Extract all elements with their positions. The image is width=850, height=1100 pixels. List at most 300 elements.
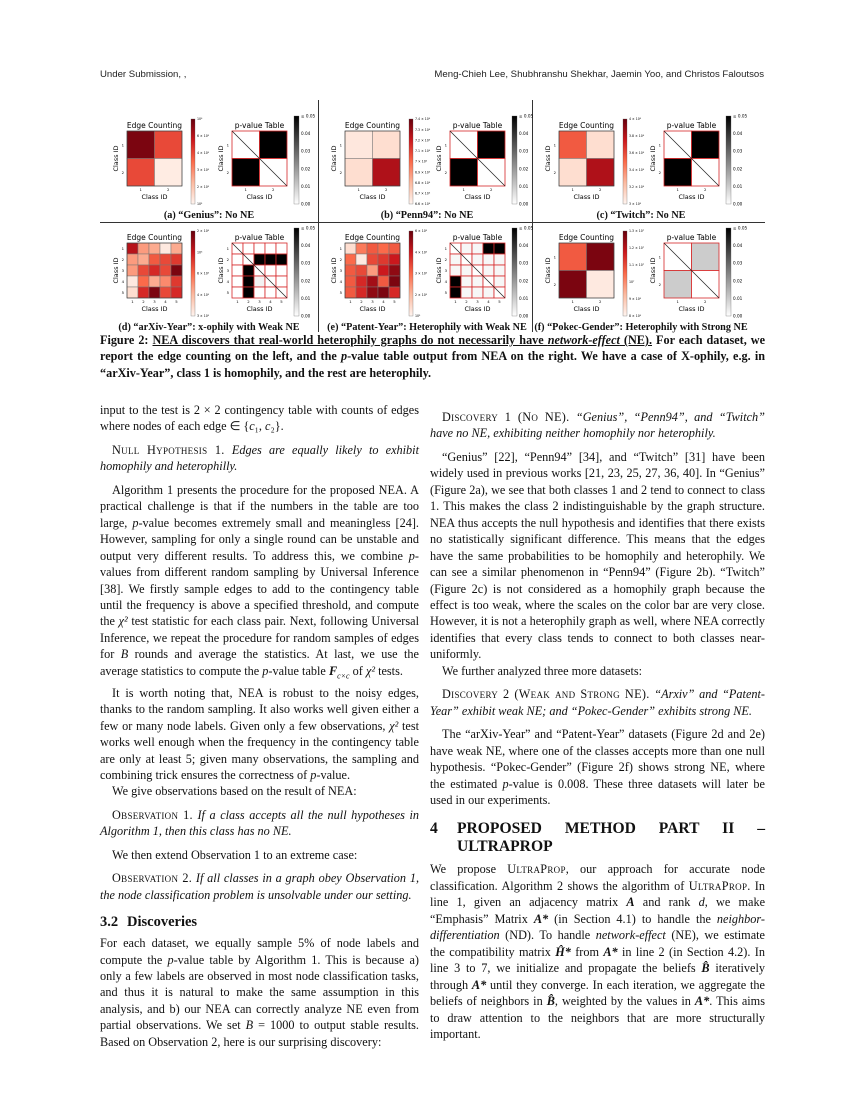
colorbar-tick-label: ≥ 0.05 (733, 114, 748, 119)
text-run: input to the test is 2 × 2 contingency table with counts of edges where nodes of each edge ∈ { (100, 403, 419, 434)
x-axis-label: Class ID (678, 305, 705, 313)
y-tick-label: 1 (444, 142, 447, 148)
x-axis-label: Class ID (464, 193, 491, 201)
pvalue-colorbar (294, 116, 299, 204)
pvalue-cell (232, 159, 260, 187)
heatmap-cell (356, 287, 367, 298)
panel-plot (320, 114, 534, 214)
heatmap-cell (160, 265, 171, 276)
colorbar-tick-label: 4 × 10⁵ (415, 250, 428, 255)
heatmap-title: Edge Counting (558, 233, 615, 242)
edge-colorbar (409, 119, 413, 204)
y-tick-label: 2 (226, 169, 229, 175)
paragraph (100, 685, 419, 784)
colorbar-tick-label: 0.03 (733, 148, 743, 154)
heatmap-cell (367, 276, 378, 287)
pvalue-cell (472, 243, 483, 254)
colorbar-tick-label: 0.04 (733, 243, 743, 249)
pvalue-colorbar (512, 228, 517, 316)
text-run: We propose (430, 862, 508, 877)
y-axis-label: Class ID (217, 145, 225, 172)
colorbar-tick-label: 6.6 × 10⁶ (415, 202, 431, 207)
heatmap-cell (378, 287, 389, 298)
y-tick-label: 2 (444, 257, 447, 262)
pvalue-cell (260, 131, 288, 159)
colorbar-tick-label: 0.03 (519, 148, 529, 154)
x-axis-label: Class ID (246, 193, 273, 201)
pvalue-cell (276, 243, 287, 254)
paragraph (430, 449, 765, 663)
text-run: network-effect (547, 333, 620, 347)
heatmap-cell (138, 287, 149, 298)
x-tick-label: 3 (153, 299, 156, 304)
x-tick-label: 2 (247, 299, 250, 304)
running-header-authors: Meng-Chieh Lee, Shubhranshu Shekhar, Jaemin Yoo, and Christos Faloutsos (434, 69, 764, 80)
pvalue-colorbar (294, 228, 299, 316)
y-tick-label: 4 (121, 279, 124, 284)
colorbar-tick-label: 4 × 10⁵ (197, 151, 210, 156)
x-axis-label: Class ID (141, 193, 168, 201)
y-tick-label: 5 (226, 290, 229, 295)
colorbar-tick-label: 8 × 10⁶ (629, 314, 642, 319)
y-tick-label: 2 (658, 281, 661, 287)
text-run: -value table by Algorithm 1. This is because a) only a few labels are observed in most node classification tasks, and thus it is natural to make the same assumption in this analysis, and b) our NEA can correctly analyze NE even from partial observations. We set (100, 952, 419, 1033)
pvalue-title: p-value Table (666, 121, 717, 130)
pvalue-cell (494, 254, 505, 265)
pvalue-colorbar (726, 228, 731, 316)
pvalue-cell (692, 131, 720, 159)
heatmap-cell (373, 159, 401, 187)
text-run: -values from different random sampling by Universal Inference [38]. We firstly sample edges to add to the contingency table until the frequency is above a specified threshold, and compute the (100, 548, 419, 629)
heatmap-cell (345, 243, 356, 254)
text-run: B̂ (546, 994, 555, 1009)
heatmap-cell (378, 265, 389, 276)
theorem-label: Null Hypothesis 1. (112, 442, 225, 457)
panel-plot (320, 226, 534, 326)
pvalue-cell (461, 265, 472, 276)
x-axis-label: Class ID (141, 305, 168, 313)
heatmap-cell (127, 159, 155, 187)
theorem-statement (430, 686, 765, 719)
theorem-label: UltraProp (688, 878, 748, 893)
text-run: For each dataset, we report the edge counting on the left, and the (100, 333, 765, 364)
x-tick-label: 2 (599, 299, 602, 304)
x-tick-label: 2 (490, 187, 493, 192)
colorbar-tick-label: 7.3 × 10⁶ (415, 127, 431, 132)
heatmap-cell (138, 276, 149, 287)
heatmap-cell (171, 265, 182, 276)
left-column (100, 402, 419, 1050)
colorbar-tick-label: 0.00 (519, 313, 529, 319)
y-tick-label: 3 (226, 268, 229, 273)
pvalue-cell (232, 287, 243, 298)
text-run: If a class accepts all the null hypotheses in Algorithm 1, then this class has no NE. (100, 807, 420, 839)
heatmap-cell (345, 254, 356, 265)
colorbar-tick-label: 0.04 (301, 243, 311, 249)
text-run: “Genius”, “Penn94”, and “Twitch” have no NE, exhibiting neither homophily nor heterophily. (430, 410, 765, 441)
heatmap-cell (155, 159, 183, 187)
text-run: in line 2 (in Section 4.2). In line 3 to 7, we initialize and propagate the beliefs (430, 944, 765, 976)
heatmap-cell (149, 243, 160, 254)
y-tick-label: 4 (444, 279, 447, 284)
text-run: We give observations based on the result of NEA: (112, 784, 357, 799)
colorbar-tick-label: 0.02 (301, 166, 311, 172)
text-run: test statistic for each class pair. Next, following Universal Inference, we repeat the procedure for random samples of edges for (100, 614, 419, 662)
y-tick-label: 4 (226, 279, 229, 284)
pvalue-cell (494, 276, 505, 287)
x-axis-label: Class ID (678, 193, 705, 201)
text-run: (NE). (619, 333, 653, 347)
colorbar-tick-label: 7 × 10⁶ (415, 159, 428, 164)
edge-colorbar (623, 231, 627, 316)
pvalue-cell (276, 254, 287, 265)
colorbar-tick-label: 6 × 10⁵ (197, 134, 210, 139)
paragraph (430, 726, 765, 808)
colorbar-tick-label: 0.00 (733, 201, 743, 207)
pvalue-cell (254, 243, 265, 254)
heatmap-cell (127, 276, 138, 287)
y-tick-label: 1 (121, 142, 124, 148)
x-tick-label: 1 (462, 187, 465, 192)
text-run: ₁, (254, 419, 266, 434)
subfigure-caption: (e) “Patent-Year”: Heterophily with Weak NE (327, 322, 527, 333)
heatmap-cell (367, 243, 378, 254)
y-axis-label: Class ID (330, 257, 338, 284)
pvalue-cell (461, 243, 472, 254)
pvalue-title: p-value Table (452, 121, 503, 130)
heatmap-cell (367, 265, 378, 276)
heatmap-cell (127, 254, 138, 265)
heatmap-cell (149, 287, 160, 298)
text-run: p (408, 548, 415, 563)
pvalue-cell (254, 254, 265, 265)
x-tick-label: 5 (393, 299, 396, 304)
colorbar-tick-label: 1.2 × 10⁷ (629, 246, 645, 251)
colorbar-tick-label: 0.01 (519, 183, 529, 189)
text-run: (ND). To handle (499, 928, 596, 943)
colorbar-tick-label: 3.4 × 10⁶ (629, 168, 645, 173)
colorbar-tick-label: 0.04 (301, 131, 311, 137)
text-run: neighbor-differentiation (430, 911, 765, 943)
y-axis-label: Class ID (435, 257, 443, 284)
y-axis-label: Class ID (112, 257, 120, 284)
pvalue-cell (450, 276, 461, 287)
subfigure-caption: (c) “Twitch”: No NE (596, 210, 686, 221)
colorbar-tick-label: 7.4 × 10⁶ (415, 117, 431, 122)
colorbar-tick-label: 0.02 (301, 278, 311, 284)
colorbar-tick-label: 0.00 (301, 201, 311, 207)
heatmap-cell (127, 287, 138, 298)
y-axis-label: Class ID (649, 145, 657, 172)
panel-plot (102, 114, 316, 214)
text-run: (in Section 4.1) to handle the (548, 911, 717, 926)
heatmap-cell (587, 243, 615, 271)
pvalue-title: p-value Table (452, 233, 503, 242)
text-run: from (570, 944, 604, 959)
heatmap-title: Edge Counting (126, 233, 183, 242)
x-tick-label: 1 (454, 299, 457, 304)
pvalue-cell (450, 254, 461, 265)
x-tick-label: 2 (704, 299, 707, 304)
colorbar-tick-label: 0.01 (733, 183, 743, 189)
text-run: of (349, 663, 366, 678)
colorbar-tick-label: 0.01 (301, 295, 311, 301)
x-tick-label: 3 (258, 299, 261, 304)
panel-plot (102, 226, 316, 326)
y-tick-label: 2 (339, 257, 342, 262)
heatmap-cell (345, 265, 356, 276)
colorbar-tick-label: 9 × 10⁶ (629, 297, 642, 302)
colorbar-tick-label: 1.1 × 10⁷ (629, 263, 645, 268)
heatmap-cell (171, 276, 182, 287)
y-tick-label: 5 (444, 290, 447, 295)
colorbar-tick-label: 0.04 (519, 243, 529, 249)
x-tick-label: 1 (571, 299, 574, 304)
y-tick-label: 3 (444, 268, 447, 273)
colorbar-tick-label: 10⁶ (197, 250, 203, 255)
colorbar-tick-label: 0.02 (519, 278, 529, 284)
heatmap-cell (138, 243, 149, 254)
heatmap-title: Edge Counting (126, 121, 183, 130)
pvalue-cell (494, 265, 505, 276)
heatmap-cell (559, 159, 587, 187)
text-run: p (262, 663, 269, 678)
edge-colorbar (623, 119, 627, 204)
heatmap-cell (149, 265, 160, 276)
pvalue-cell (450, 159, 478, 187)
colorbar-tick-label: 0.01 (733, 295, 743, 301)
y-tick-label: 4 (339, 279, 342, 284)
text-run: , we make “Emphasis” Matrix (430, 895, 766, 926)
heatmap-title: Edge Counting (344, 233, 401, 242)
text-run: c×c (337, 671, 350, 681)
colorbar-tick-label: 0.02 (733, 278, 743, 284)
text-run: If all classes in a graph obey Observation 1, the node classification problem is unsolvable under our setting. (100, 871, 420, 902)
heatmap-cell (587, 131, 615, 159)
y-axis-label: Class ID (330, 145, 338, 172)
heatmap-cell (356, 276, 367, 287)
text-run: B (245, 1018, 254, 1033)
colorbar-tick-label: 10⁵ (197, 202, 203, 207)
heatmap-cell (149, 254, 160, 265)
pvalue-cell (276, 276, 287, 287)
y-axis-label: Class ID (435, 145, 443, 172)
text-run: Figure 2: (100, 333, 153, 347)
figure-panel (534, 114, 748, 214)
heatmap-cell (345, 159, 373, 187)
colorbar-tick-label: 3.2 × 10⁶ (629, 185, 645, 190)
panel-plot (534, 226, 748, 326)
heatmap-cell (138, 254, 149, 265)
y-tick-label: 2 (121, 169, 124, 175)
section-heading (430, 820, 765, 856)
theorem-label: Discovery 2 (Weak and Strong NE). (442, 687, 650, 702)
edge-colorbar (191, 231, 195, 316)
text-run: For each dataset, we equally sample 5% of node labels and compute the (100, 936, 419, 967)
pvalue-cell (232, 265, 243, 276)
x-tick-label: 4 (164, 299, 167, 304)
y-tick-label: 2 (553, 281, 556, 287)
text-run: p (310, 767, 317, 782)
y-tick-label: 2 (226, 257, 229, 262)
colorbar-tick-label: 0.04 (733, 131, 743, 137)
colorbar-tick-label: 3 × 10⁵ (197, 168, 210, 173)
heatmap-cell (367, 254, 378, 265)
y-tick-label: 2 (553, 169, 556, 175)
pvalue-cell (472, 276, 483, 287)
paragraph (100, 482, 419, 685)
text-run: A* (533, 911, 549, 926)
theorem-label: Discovery 1 (No NE). (442, 410, 570, 424)
pvalue-cell (692, 243, 720, 271)
paragraph (100, 847, 419, 863)
text-run: and rank (634, 895, 699, 910)
heatmap-cell (356, 243, 367, 254)
pvalue-cell (483, 287, 494, 298)
y-axis-label: Class ID (112, 145, 120, 172)
x-tick-label: 1 (571, 187, 574, 192)
text-run: = 1000 to output stable results. Based on Observation 2, here is our surprising discovery: (100, 1018, 419, 1049)
theorem-statement (100, 442, 419, 475)
text-run: We further analyzed three more datasets: (442, 663, 643, 678)
x-tick-label: 1 (676, 187, 679, 192)
y-axis-label: Class ID (217, 257, 225, 284)
heatmap-cell (127, 265, 138, 276)
text-run: c (265, 419, 271, 434)
heatmap-cell (171, 243, 182, 254)
text-run: tests. (375, 663, 403, 678)
text-run: It is worth noting that, NEA is robust to the noisy edges, thanks to the random sampling. It also works well given either a few or many node labels. Given only a few observations, (100, 685, 419, 733)
pvalue-cell (472, 287, 483, 298)
heatmap-cell (587, 159, 615, 187)
text-run: Discoveries (127, 914, 198, 931)
text-run: , weighted by the values in (554, 994, 695, 1009)
pvalue-cell (478, 131, 506, 159)
text-run: A* (471, 977, 487, 992)
colorbar-tick-label: 0.03 (301, 260, 311, 266)
paragraph (430, 861, 765, 1042)
colorbar-tick-label: 4 × 10⁶ (629, 117, 642, 122)
y-tick-label: 2 (339, 169, 342, 175)
text-run: rounds and average the statistics. At last, we use the average statistics to compute the (100, 647, 419, 678)
heatmap-cell (367, 287, 378, 298)
colorbar-tick-label: 0.00 (733, 313, 743, 319)
y-tick-label: 3 (339, 268, 342, 273)
colorbar-tick-label: 3.6 × 10⁶ (629, 151, 645, 156)
pvalue-cell (265, 254, 276, 265)
heatmap-title: Edge Counting (344, 121, 401, 130)
colorbar-tick-label: ≥ 0.05 (519, 226, 534, 231)
heatmap-cell (378, 254, 389, 265)
heatmap-cell (160, 287, 171, 298)
x-tick-label: 5 (175, 299, 178, 304)
text-run: -value table output from NEA on the right. We have a case of X-ophily, e.g. in “arXiv-Year”, class 1 is homophily, and the rest are heterophily. (100, 349, 765, 380)
y-tick-label: 2 (121, 257, 124, 262)
y-axis-label: Class ID (544, 257, 552, 284)
x-tick-label: 3 (371, 299, 374, 304)
text-run: , our approach for accurate node classification. Algorithm 2 shows the algorithm of (430, 862, 766, 893)
text-run: Ĥ* (555, 944, 571, 959)
colorbar-tick-label: 0.02 (733, 166, 743, 172)
colorbar-tick-label: 2 × 10⁵ (415, 292, 428, 297)
y-tick-label: 1 (339, 142, 342, 148)
theorem-statement (100, 807, 419, 840)
text-run: “Genius” [22], “Penn94” [34], and “Twitch” [31] have been widely used in previous works [21, 23, 25, 27, 36, 40]. In “Genius” (Figure 2a), we see that both classes 1 and 2 tend to connect to class 1. This makes the class 2 indistinguishable by the graph structure. NEA thus accepts the null hypothesis and identifies that there exists no statistically significant difference. This means that the edges have the same probabilities to be homophily and heterophily. We can see a similar phenomenon in “Penn94” (Figure 2b). “Twitch” (Figure 2c) is not considered as a homophily graph because the effect is too weak, where the scales on the color bar are very close. However, it is not a heterophily graph as well, where NEA correctly identifies that every class tends to connect to both classes near-uniformly. (430, 449, 765, 662)
colorbar-tick-label: ≥ 0.05 (519, 114, 534, 119)
text-run: B (120, 647, 129, 662)
colorbar-tick-label: ≥ 0.05 (733, 226, 748, 231)
pvalue-cell (483, 254, 494, 265)
colorbar-tick-label: 3 × 10⁶ (629, 202, 642, 207)
running-header-left: Under Submission, , (100, 69, 187, 80)
x-tick-label: 4 (382, 299, 385, 304)
y-tick-label: 1 (658, 142, 661, 148)
colorbar-tick-label: 7.1 × 10⁶ (415, 149, 431, 154)
pvalue-cell (494, 243, 505, 254)
x-tick-label: 1 (357, 187, 360, 192)
colorbar-tick-label: 0.03 (519, 260, 529, 266)
section-heading (100, 914, 419, 931)
pvalue-title: p-value Table (666, 233, 717, 242)
colorbar-tick-label: ≥ 0.05 (301, 226, 316, 231)
y-tick-label: 1 (226, 246, 229, 251)
x-axis-label: Class ID (359, 193, 386, 201)
heatmap-cell (155, 131, 183, 159)
panel-plot (534, 114, 748, 214)
edge-colorbar (409, 231, 413, 316)
x-tick-label: 2 (167, 187, 170, 192)
heatmap-cell (345, 131, 373, 159)
colorbar-tick-label: 10⁷ (629, 280, 635, 285)
x-axis-label: Class ID (573, 193, 600, 201)
pvalue-cell (243, 287, 254, 298)
heatmap-cell (171, 254, 182, 265)
colorbar-tick-label: 6.9 × 10⁶ (415, 170, 431, 175)
figure-caption (100, 332, 765, 381)
heatmap-cell (127, 243, 138, 254)
colorbar-tick-label: 2 × 10⁶ (197, 229, 210, 234)
heatmap-cell (389, 276, 400, 287)
text-run: until they converge. In each iteration, we aggregate the beliefs of neighbors in (430, 977, 765, 1009)
panel-divider (100, 222, 765, 223)
edge-colorbar (191, 119, 195, 204)
pvalue-title: p-value Table (234, 121, 285, 130)
colorbar-tick-label: 6.7 × 10⁶ (415, 191, 431, 196)
x-tick-label: 4 (269, 299, 272, 304)
heatmap-cell (127, 131, 155, 159)
y-axis-label: Class ID (649, 257, 657, 284)
figure-panel (320, 114, 534, 214)
text-run: PROPOSED METHOD PART II – ULTRAPROP (457, 820, 765, 856)
text-run: (NE), we estimate the compatibility matrix (430, 928, 765, 959)
subfigure-caption: (d) “arXiv-Year”: x-ophily with Weak NE (118, 322, 300, 333)
pvalue-colorbar (512, 116, 517, 204)
text-run: -value. (316, 767, 351, 782)
pvalue-cell (276, 265, 287, 276)
figure-panel (320, 226, 534, 326)
heatmap-cell (389, 287, 400, 298)
x-tick-label: 2 (704, 187, 707, 192)
heatmap-cell (345, 287, 356, 298)
x-tick-label: 1 (676, 299, 679, 304)
x-tick-label: 1 (244, 187, 247, 192)
text-run: F (328, 663, 338, 678)
pvalue-cell (461, 287, 472, 298)
heatmap-cell (389, 243, 400, 254)
text-run: A* (694, 994, 710, 1009)
subfigure-caption: (a) “Genius”: No NE (163, 210, 255, 221)
x-axis-label: Class ID (573, 305, 600, 313)
